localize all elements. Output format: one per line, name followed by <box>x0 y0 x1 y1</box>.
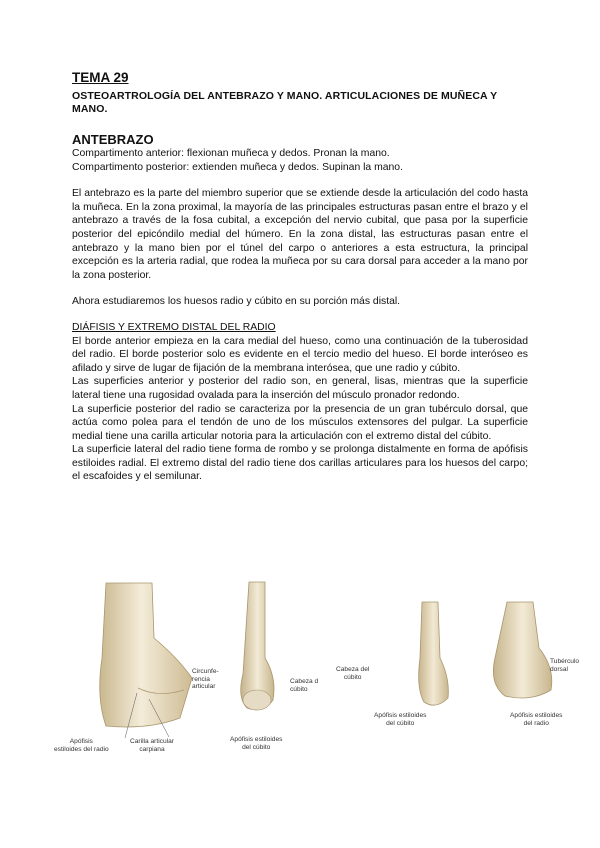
fig3-label-cabeza: Cabeza del cúbito <box>336 666 370 681</box>
tema-title: TEMA 29 <box>72 70 129 85</box>
antebrazo-paragraph: El antebrazo es la parte del miembro superior que se extiende desde la articulación del codo hasta la muñeca. En la zona proximal, la mayoría de las principales estructuras pasan entre el brazo y el antebrazo a través de la fosa cubital, a excepción del nervio cubital, que pasa por la superficie posterior del epicóndilo medial del húmero. En la zona distal, las estructuras pasan entre el antebrazo y la mano bien por el túnel del carpo o anteriores a esta estructura, la principal excepción es la arteria radial, que rodea la muñeca por su cara dorsal para acceder a la mano por la zona posterior. <box>72 188 528 281</box>
document-subtitle: OSTEOARTROLOGÍA DEL ANTEBRAZO Y MANO. ARTICULACIONES DE MUÑECA Y MANO. <box>72 90 498 115</box>
fig2-label-cabeza: Cabeza d cúbito <box>290 678 319 693</box>
diafisis-paragraph-1: El borde anterior empieza en la cara medial del hueso, como una continuación de la tuberosidad del radio. El borde posterior solo es evidente en el tercio medio del hueso. El borde interóseo es afilado y sirve de lugar de fijación de la membrana interósea, que une radio y cúbito. <box>72 335 528 374</box>
ulna-distal-illustration <box>235 578 295 728</box>
bone-illustrations <box>40 578 580 768</box>
antebrazo-heading: ANTEBRAZO <box>72 132 154 147</box>
diafisis-paragraph-4: La superficie lateral del radio tiene forma de rombo y se prolonga distalmente en forma de apófisis estiloides radial. El extremo distal del radio tiene dos carillas articulares para los huesos del carpo; el escafoides y el semilunar. <box>72 444 528 483</box>
document-page <box>72 70 528 484</box>
compartimento-anterior: Compartimento anterior: flexionan muñeca y dedos. Pronan la mano. <box>72 148 390 159</box>
diafisis-heading: DIÁFISIS Y EXTREMO DISTAL DEL RADIO <box>72 321 276 333</box>
compartimento-posterior: Compartimento posterior: extienden muñeca y dedos. Supinan la mano. <box>72 161 403 173</box>
fig3-label-apofisis: Apófisis estiloides del cúbito <box>374 712 427 727</box>
estudio-paragraph: Ahora estudiaremos los huesos radio y cúbito en su porción más distal. <box>72 296 401 308</box>
ulna-posterior-illustration <box>410 598 460 728</box>
diafisis-paragraph-3: La superficie posterior del radio se caracteriza por la presencia de un gran tubérculo dorsal, que actúa como polea para el tendón de uno de los músculos extensores del pulgar. La superficie medial tiene una carilla articular notoria para la articulación con el extremo distal del cúbito. <box>72 403 528 442</box>
diafisis-paragraph-2: Las superficies anterior y posterior del radio son, en general, lisas, mientras que la superficie lateral tiene una rugosidad ovalada para la inserción del músculo pronador redondo. <box>72 376 528 401</box>
fig4-label-apofisis: Apófisis estiloides del radio <box>510 712 563 727</box>
fig1-leader-lines <box>135 693 175 753</box>
fig1-label-apofisis: Apófisis estiloides del radio <box>54 738 109 753</box>
fig2-label-circunferencia: Circunfe- rencia articular <box>192 668 219 691</box>
fig4-label-tuberculo: Tubérculo dorsal <box>550 658 580 673</box>
fig2-label-apofisis: Apófisis estiloides del cúbito <box>230 736 283 751</box>
fig1-label-carilla: Carilla articular carpiana <box>130 738 174 753</box>
